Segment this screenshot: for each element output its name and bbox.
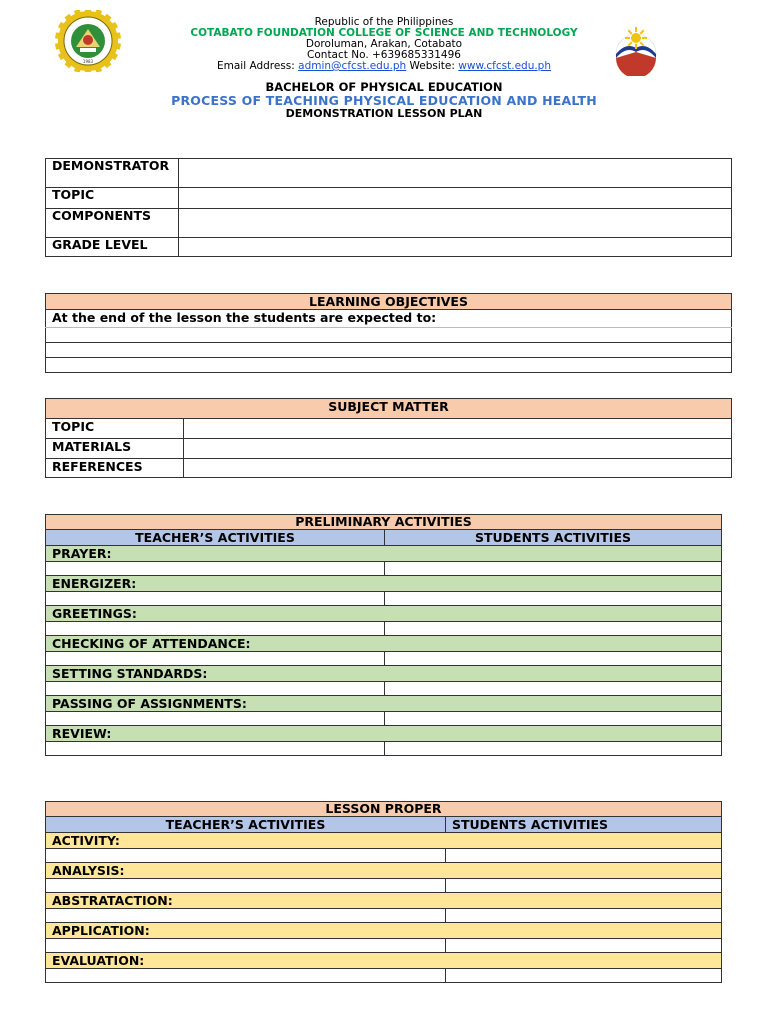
table-row (46, 833, 722, 849)
subject-matter-heading: SUBJECT MATTER (46, 399, 732, 419)
sm-topic-label: TOPIC (46, 419, 184, 439)
sm-references-field[interactable] (184, 459, 732, 478)
lesson-teacher-activity-field[interactable] (46, 879, 446, 893)
table-row (46, 399, 732, 419)
prelim-student-activity-field[interactable] (385, 652, 722, 666)
sm-materials-field[interactable] (184, 439, 732, 459)
sm-references-label: REFERENCES (46, 459, 184, 478)
lesson-student-activity-field[interactable] (446, 909, 722, 923)
prelim-section-label: ENERGIZER: (46, 576, 722, 592)
prelim-student-activity-field[interactable] (385, 712, 722, 726)
table-row (46, 893, 722, 909)
table-row (46, 188, 732, 209)
lesson-section-label: EVALUATION: (46, 953, 722, 969)
table-row (46, 666, 722, 682)
topic-label: TOPIC (46, 188, 179, 209)
lesson-student-activity-field[interactable] (446, 849, 722, 863)
email-label: Email Address: (216, 60, 295, 72)
table-row (46, 294, 732, 310)
table-row (46, 879, 722, 893)
demonstrator-label: DEMONSTRATOR (46, 159, 179, 188)
prelim-section-label: GREETINGS: (46, 606, 722, 622)
prelim-section-label: REVIEW: (46, 726, 722, 742)
prelim-student-activity-field[interactable] (385, 682, 722, 696)
table-row (46, 863, 722, 879)
topic-field[interactable] (179, 188, 732, 209)
table-row (46, 953, 722, 969)
table-row (46, 969, 722, 983)
document-header (0, 17, 768, 120)
program-title: BACHELOR OF PHYSICAL EDUCATION (265, 80, 503, 94)
republic-line: Republic of the Philippines (314, 16, 454, 28)
table-row (46, 909, 722, 923)
table-row (46, 530, 722, 546)
prelim-teacher-activity-field[interactable] (46, 682, 385, 696)
table-row (46, 939, 722, 953)
table-row (46, 682, 722, 696)
preliminary-activities-table (45, 514, 722, 756)
objective-item-field[interactable] (46, 328, 732, 343)
grade-level-label: GRADE LEVEL (46, 238, 179, 257)
lesson-students-column-header: STUDENTS ACTIVITIES (446, 817, 722, 833)
table-row (46, 622, 722, 636)
prelim-teacher-column-header: TEACHER’S ACTIVITIES (46, 530, 385, 546)
prelim-teacher-activity-field[interactable] (46, 592, 385, 606)
table-row (46, 817, 722, 833)
college-name: COTABATO FOUNDATION COLLEGE OF SCIENCE AND TECHNOLOGY (190, 27, 578, 39)
table-row (46, 515, 722, 530)
prelim-teacher-activity-field[interactable] (46, 622, 385, 636)
prelim-student-activity-field[interactable] (385, 592, 722, 606)
table-row (46, 726, 722, 742)
lesson-proper-heading: LESSON PROPER (46, 802, 722, 817)
components-field[interactable] (179, 209, 732, 238)
lesson-proper-table (45, 801, 722, 983)
table-row (46, 546, 722, 562)
table-row (46, 358, 732, 373)
sm-materials-label: MATERIALS (46, 439, 184, 459)
contact-number: Contact No. +639685331496 (307, 49, 461, 61)
table-row (46, 712, 722, 726)
table-row (46, 923, 722, 939)
lesson-teacher-column-header: TEACHER’S ACTIVITIES (46, 817, 446, 833)
prelim-section-label: CHECKING OF ATTENDANCE: (46, 636, 722, 652)
lesson-student-activity-field[interactable] (446, 969, 722, 983)
table-row (46, 802, 722, 817)
prelim-section-label: PASSING OF ASSIGNMENTS: (46, 696, 722, 712)
lesson-section-label: APPLICATION: (46, 923, 722, 939)
table-row (46, 576, 722, 592)
prelim-section-label: PRAYER: (46, 546, 722, 562)
lesson-section-label: ANALYSIS: (46, 863, 722, 879)
table-row (46, 592, 722, 606)
table-row (46, 849, 722, 863)
lesson-section-label: ACTIVITY: (46, 833, 722, 849)
table-row (46, 310, 732, 328)
table-row (46, 439, 732, 459)
table-row (46, 159, 732, 188)
objectives-intro: At the end of the lesson the students are expected to: (46, 310, 732, 328)
prelim-teacher-activity-field[interactable] (46, 652, 385, 666)
prelim-teacher-activity-field[interactable] (46, 742, 385, 756)
prelim-teacher-activity-field[interactable] (46, 562, 385, 576)
table-row (46, 419, 732, 439)
grade-level-field[interactable] (179, 238, 732, 257)
prelim-student-activity-field[interactable] (385, 622, 722, 636)
table-row (46, 606, 722, 622)
college-address: Doroluman, Arakan, Cotabato (305, 38, 463, 50)
contact-links (0, 61, 768, 72)
lesson-section-label: ABSTRATACTION: (46, 893, 722, 909)
prelim-student-activity-field[interactable] (385, 562, 722, 576)
table-row (46, 238, 732, 257)
lesson-student-activity-field[interactable] (446, 939, 722, 953)
table-row (46, 343, 732, 358)
subject-matter-table (45, 398, 732, 478)
prelim-student-activity-field[interactable] (385, 742, 722, 756)
lesson-teacher-activity-field[interactable] (46, 969, 446, 983)
table-row (46, 562, 722, 576)
table-row (46, 328, 732, 343)
objective-item-field[interactable] (46, 343, 732, 358)
table-row (46, 459, 732, 478)
components-label: COMPONENTS (46, 209, 179, 238)
objective-item-field[interactable] (46, 358, 732, 373)
lesson-teacher-activity-field[interactable] (46, 849, 446, 863)
lesson-teacher-activity-field[interactable] (46, 939, 446, 953)
sm-topic-field[interactable] (184, 419, 732, 439)
demonstrator-field[interactable] (179, 159, 732, 188)
course-title: PROCESS OF TEACHING PHYSICAL EDUCATION AND HEALTH (171, 93, 597, 108)
table-row (46, 652, 722, 666)
table-row (46, 636, 722, 652)
preliminary-heading: PRELIMINARY ACTIVITIES (46, 515, 722, 530)
table-row (46, 742, 722, 756)
lesson-info-table (45, 158, 732, 257)
prelim-students-column-header: STUDENTS ACTIVITIES (385, 530, 722, 546)
email-link[interactable]: admin@cfcst.edu.ph (298, 60, 407, 72)
learning-objectives-heading: LEARNING OBJECTIVES (46, 294, 732, 310)
learning-objectives-table (45, 293, 732, 373)
prelim-teacher-activity-field[interactable] (46, 712, 385, 726)
logo-year-text: 1983 (82, 59, 94, 64)
lesson-student-activity-field[interactable] (446, 879, 722, 893)
document-type-title: DEMONSTRATION LESSON PLAN (285, 107, 483, 120)
prelim-section-label: SETTING STANDARDS: (46, 666, 722, 682)
table-row (46, 209, 732, 238)
website-link[interactable]: www.cfcst.edu.ph (458, 60, 552, 72)
table-row (46, 696, 722, 712)
website-label: Website: (409, 60, 455, 72)
lesson-teacher-activity-field[interactable] (46, 909, 446, 923)
